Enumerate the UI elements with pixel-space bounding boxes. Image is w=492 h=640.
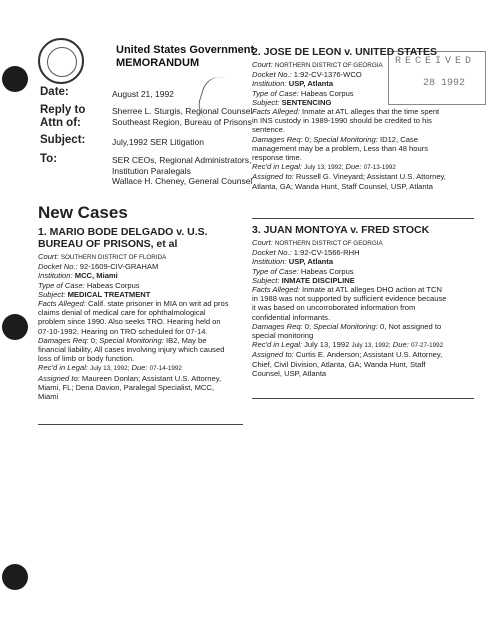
assigned-line: Miami <box>38 392 59 402</box>
to-value-line3: Wallace H. Cheney, General Counsel <box>112 176 253 186</box>
assigned-label: Assigned to: <box>252 172 294 182</box>
damages-label: Damages Req: <box>38 335 89 345</box>
monitoring-label: Special Monitoring: <box>313 321 378 331</box>
reply-label <box>40 104 85 130</box>
binder-hole-middle <box>2 314 28 340</box>
docket-label: Docket No.: <box>252 248 292 258</box>
subject-label: Subject: <box>252 97 280 107</box>
institution-label: Institution: <box>252 79 287 89</box>
damages-label: Damages Req: <box>252 321 303 331</box>
damages-line: special monitoring <box>252 331 314 341</box>
case-title-line2: BUREAU OF PRISONS, et al <box>38 238 178 250</box>
facts-line: in INS custody in 1989-1990 should be credited to his <box>252 116 432 126</box>
assigned-line: Miami, FL; Dena Davion, Paralegal Specialist, MCC, <box>38 382 214 392</box>
subject-label: Subject: <box>252 275 280 285</box>
case-type-value: Habeas Corpus <box>86 280 140 290</box>
facts-line: Inmate at ATL alleges DHO action at TCN <box>301 285 442 295</box>
facts-label: Facts Alleged: <box>252 285 300 295</box>
facts-label: Facts Alleged: <box>38 299 86 309</box>
reply-value-line1: Sherree L. Sturgis, Regional Counsel <box>112 106 253 116</box>
date-value: August 21, 1992 <box>112 89 174 99</box>
binder-hole-bottom <box>2 564 28 590</box>
binder-hole-top <box>2 66 28 92</box>
due-value: 07-27-1992 <box>410 342 444 350</box>
institution-label: Institution: <box>252 257 287 267</box>
memo-header <box>116 44 254 70</box>
subject-value: July,1992 SER Litigation <box>112 137 204 147</box>
header-doc-type: MEMORANDUM <box>116 57 200 69</box>
institution-value: USP, Atlanta <box>288 79 334 89</box>
to-label: To: <box>40 153 58 165</box>
case-type-label: Type of Case: <box>252 88 299 98</box>
damages-value: 0; <box>304 321 312 331</box>
facts-line: confidential informants. <box>252 312 331 322</box>
docket-value: 92-1609-CIV-GRAHAM <box>79 262 159 272</box>
assigned-line: Curtis E. Anderson; Assistant U.S. Attorney, <box>295 350 443 360</box>
received-label: Rec'd in Legal: <box>38 363 88 373</box>
to-value <box>112 155 252 187</box>
due-label: Due: <box>131 363 148 373</box>
court-label: Court: <box>252 238 273 247</box>
received-value-small: July 13, 1992; <box>351 342 391 350</box>
docket-value: 1:92-CV-1376-WCO <box>293 70 362 80</box>
court-value: NORTHERN DISTRICT OF GEORGIA <box>274 240 383 247</box>
monitoring-value: IB2, May be <box>165 335 207 345</box>
case-type-label: Type of Case: <box>252 266 299 276</box>
subject-label: Subject: <box>38 289 66 299</box>
header-org: United States Government <box>116 44 255 56</box>
case-title: 2. JOSE DE LEON v. UNITED STATES <box>252 46 437 58</box>
received-value: July 13, 1992; <box>304 164 344 172</box>
case-title <box>38 226 243 250</box>
case-type-label: Type of Case: <box>38 280 85 290</box>
damages-value: 0; <box>304 134 312 144</box>
stamp-date: 28 1992 <box>423 78 466 89</box>
date-label: Date: <box>40 86 69 98</box>
case-entry-1 <box>38 226 243 401</box>
court-label: Court: <box>252 60 273 69</box>
received-value: July 13, 1992 <box>304 340 350 350</box>
institution-value: USP, Atlanta <box>288 257 334 267</box>
assigned-line: Maureen Donlan; Assistant U.S. Attorney, <box>81 373 222 383</box>
facts-line: 07-10-1992. Hearing on TRO scheduled for 07-14. <box>38 326 208 336</box>
docket-value: 1:92-CV-1566-RHH <box>293 248 360 258</box>
received-label: Rec'd in Legal: <box>252 162 302 172</box>
received-label: Rec'd in Legal: <box>252 340 302 350</box>
reply-label-line2: Attn of: <box>40 117 81 129</box>
assigned-line: Counsel, USP, Atlanta <box>252 368 327 378</box>
subject-value: MEDICAL TREATMENT <box>67 289 151 299</box>
subject-value: SENTENCING <box>281 97 332 107</box>
due-value: 07-14-1992 <box>149 365 182 373</box>
assigned-line: Chief, Civil Division, Atlanta, GA; Wanda Hunt, Staff <box>252 359 426 369</box>
case-divider <box>38 424 243 425</box>
facts-line: Calif. state prisoner in MIA on writ ad pros <box>87 299 229 309</box>
section-title: New Cases <box>38 203 128 222</box>
damages-line: financial liability, All cases involving injury which caused <box>38 345 225 355</box>
to-value-line2: Institution Paralegals <box>112 165 191 176</box>
government-seal-icon <box>38 38 84 84</box>
facts-line: claims denial of medical care for ophthalmological <box>38 308 206 318</box>
assigned-line: Russell G. Vineyard; Assistant U.S. Attorney, <box>295 172 446 182</box>
institution-value: MCC, Miami <box>74 271 118 281</box>
subject-label: Subject: <box>40 134 86 146</box>
facts-label: Facts Alleged: <box>252 107 300 117</box>
to-value-line1: SER CEOs, Regional Administrators, <box>112 155 252 165</box>
reply-label-line1: Reply to <box>40 104 86 116</box>
facts-line: problem since 1990. Also seeks TRO. Hearing held on <box>38 317 221 327</box>
due-label: Due: <box>345 162 362 172</box>
court-value: SOUTHERN DISTRICT OF FLORIDA <box>60 254 167 261</box>
monitoring-value: 0, Not assigned to <box>379 321 442 331</box>
reply-value-line2: Southeast Region, Bureau of Prisons <box>112 116 252 127</box>
due-label: Due: <box>392 340 409 350</box>
docket-label: Docket No.: <box>252 70 292 80</box>
court-label: Court: <box>38 252 59 261</box>
damages-line: loss of limb or body function. <box>38 354 135 364</box>
assigned-label: Assigned to: <box>252 350 294 360</box>
case-entry-2 <box>252 46 474 191</box>
damages-label: Damages Req: <box>252 134 303 144</box>
facts-line: sentence. <box>252 125 285 135</box>
institution-label: Institution: <box>38 271 73 281</box>
damages-value: 0; <box>90 335 98 345</box>
case-title-line1: 1. MARIO BODE DELGADO v. U.S. <box>38 226 208 238</box>
stamp-text: RECEIVED <box>395 56 476 67</box>
due-value: 07-13-1992 <box>363 164 396 172</box>
damages-line: response time. <box>252 153 302 163</box>
case-divider <box>252 218 474 219</box>
case-entry-3 <box>252 224 474 378</box>
case-type-value: Habeas Corpus <box>300 88 354 98</box>
facts-line: in 1988 was not supported by sufficient evidence because <box>252 294 447 304</box>
facts-line: Inmate at ATL alleges that the time spent <box>301 107 440 117</box>
received-value: July 13, 1992; <box>90 365 130 373</box>
assigned-line: Atlanta, GA; Wanda Hunt, Staff Counsel, USP, Atlanta <box>252 181 433 191</box>
monitoring-label: Special Monitoring: <box>99 335 164 345</box>
facts-line: it was based on uncorroborated information from <box>252 303 416 313</box>
assigned-label: Assigned to: <box>38 373 80 383</box>
court-value: NORTHERN DISTRICT OF GEORGIA <box>274 62 383 69</box>
docket-label: Docket No.: <box>38 262 78 272</box>
subject-value: INMATE DISCIPLINE <box>281 275 355 285</box>
monitoring-value: ID12, Case <box>379 134 418 144</box>
case-type-value: Habeas Corpus <box>300 266 354 276</box>
case-title: 3. JUAN MONTOYA v. FRED STOCK <box>252 224 430 236</box>
case-divider <box>252 398 474 399</box>
damages-line: management may be a problem, Less than 48 hours <box>252 143 429 153</box>
monitoring-label: Special Monitoring: <box>313 134 378 144</box>
